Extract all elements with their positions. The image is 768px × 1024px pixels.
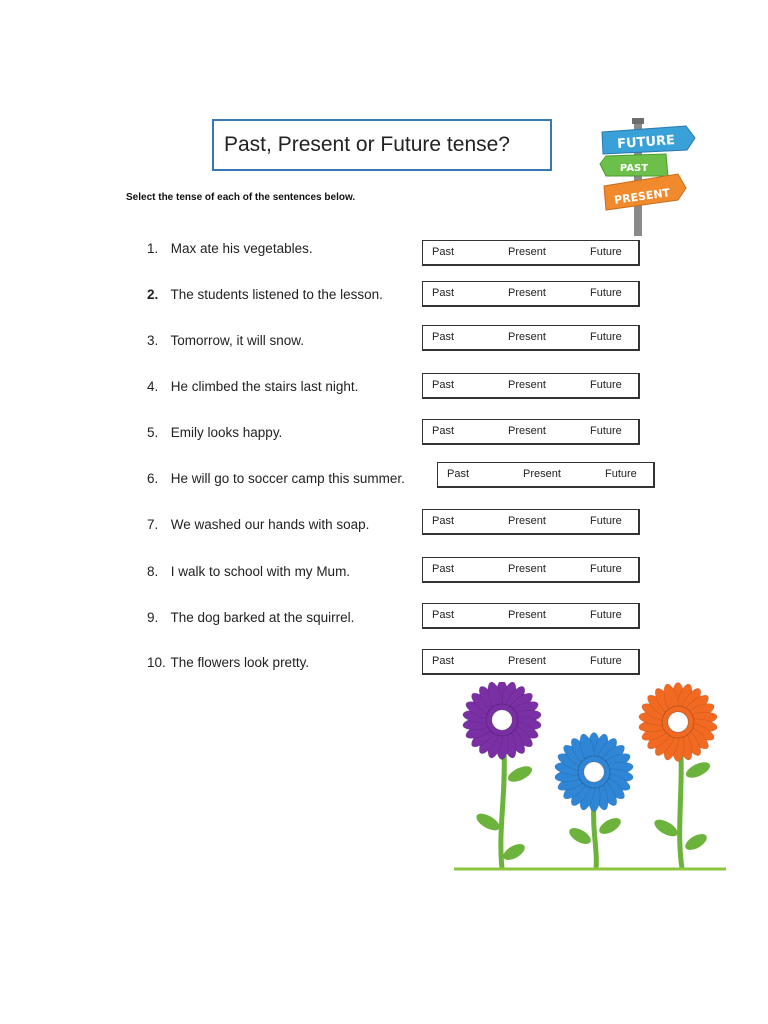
question-text: Max ate his vegetables.: [170, 241, 313, 256]
future-sign-label: FUTURE: [616, 133, 676, 152]
answer-box-7: [422, 509, 640, 535]
question-text: The students listened to the lesson.: [170, 287, 383, 302]
option-past[interactable]: Past: [432, 515, 455, 527]
blue-flower: [554, 732, 634, 811]
option-future[interactable]: Future: [590, 655, 622, 667]
option-past[interactable]: Past: [432, 246, 455, 258]
option-past[interactable]: Past: [432, 331, 455, 343]
past-sign-label: PAST: [619, 163, 649, 174]
option-past[interactable]: Past: [447, 468, 470, 480]
answer-box-2: [422, 281, 640, 307]
option-past[interactable]: Past: [432, 609, 455, 621]
title-box: [212, 119, 552, 171]
option-present[interactable]: Present: [523, 468, 561, 480]
answer-box-3: [422, 325, 640, 351]
question-3: 3. Tomorrow, it will snow.: [147, 333, 305, 348]
option-past[interactable]: Past: [432, 425, 455, 437]
option-present[interactable]: Present: [508, 425, 546, 437]
answer-box-8: [422, 557, 640, 583]
option-past[interactable]: Past: [432, 287, 455, 299]
worksheet-title: Past, Present or Future tense?: [224, 133, 510, 156]
question-9: 9. The dog barked at the squirrel.: [147, 610, 355, 625]
option-present[interactable]: Present: [508, 563, 546, 575]
option-future[interactable]: Future: [590, 425, 622, 437]
question-8: 8. I walk to school with my Mum.: [147, 564, 351, 579]
answer-box-4: [422, 373, 640, 399]
question-7: 7. We washed our hands with soap.: [147, 517, 370, 532]
question-text: I walk to school with my Mum.: [170, 564, 351, 579]
option-future[interactable]: Future: [590, 246, 622, 258]
question-text: He will go to soccer camp this summer.: [170, 471, 405, 486]
option-future[interactable]: Future: [590, 515, 622, 527]
option-future[interactable]: Future: [590, 609, 622, 621]
question-text: He climbed the stairs last night.: [170, 379, 359, 394]
question-6: 6. He will go to soccer camp this summer.: [147, 471, 405, 486]
instructions: Select the tense of each of the sentences below.: [126, 192, 356, 203]
purple-flower: [462, 682, 542, 760]
question-text: Tomorrow, it will snow.: [170, 333, 305, 348]
answer-box-1: [422, 240, 640, 266]
question-text: Emily looks happy.: [170, 425, 283, 440]
option-future[interactable]: Future: [590, 379, 622, 391]
option-present[interactable]: Present: [508, 379, 546, 391]
orange-flower: [638, 682, 718, 761]
question-1: 1. Max ate his vegetables.: [147, 241, 313, 256]
option-future[interactable]: Future: [590, 563, 622, 575]
option-past[interactable]: Past: [432, 379, 455, 391]
option-past[interactable]: Past: [432, 563, 455, 575]
option-present[interactable]: Present: [508, 655, 546, 667]
question-2: 2. The students listened to the lesson.: [147, 287, 383, 302]
flowers-illustration: [452, 682, 728, 874]
option-present[interactable]: Present: [508, 246, 546, 258]
question-4: 4. He climbed the stairs last night.: [147, 379, 359, 394]
signpost-illustration: [598, 118, 698, 236]
option-past[interactable]: Past: [432, 655, 455, 667]
option-future[interactable]: Future: [590, 287, 622, 299]
question-text: The dog barked at the squirrel.: [170, 610, 355, 625]
option-future[interactable]: Future: [590, 331, 622, 343]
present-sign-label: PRESENT: [613, 186, 671, 207]
answer-box-5: [422, 419, 640, 445]
answer-box-9: [422, 603, 640, 629]
question-5: 5. Emily looks happy.: [147, 425, 283, 440]
option-present[interactable]: Present: [508, 515, 546, 527]
option-present[interactable]: Present: [508, 331, 546, 343]
question-10: 10. The flowers look pretty.: [147, 655, 310, 670]
option-future[interactable]: Future: [605, 468, 637, 480]
answer-box-6: [437, 462, 655, 488]
question-text: We washed our hands with soap.: [170, 517, 370, 532]
option-present[interactable]: Present: [508, 287, 546, 299]
option-present[interactable]: Present: [508, 609, 546, 621]
answer-box-10: [422, 649, 640, 675]
question-text: The flowers look pretty.: [170, 655, 310, 670]
